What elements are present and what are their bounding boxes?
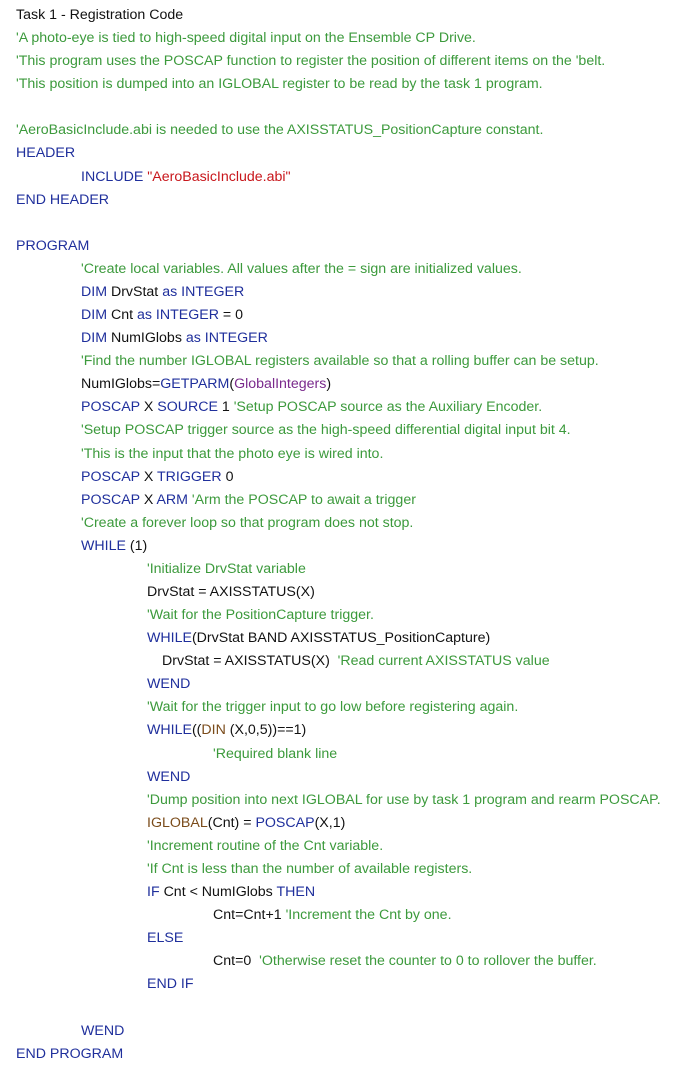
code-builtin: IGLOBAL <box>147 814 208 831</box>
code-comment: 'Wait for the PositionCapture trigger. <box>147 607 374 624</box>
code-line <box>81 535 147 557</box>
code-keyword: POSCAP <box>81 468 144 485</box>
code-comment: 'Setup POSCAP source as the Auxiliary Encoder. <box>233 399 543 416</box>
code-line <box>147 604 374 626</box>
code-keyword: END PROGRAM <box>16 1045 124 1062</box>
code-keyword: PROGRAM <box>16 237 90 254</box>
code-text: (DrvStat BAND AXISSTATUS_PositionCapture) <box>191 630 491 647</box>
code-keyword: as INTEGER <box>185 330 268 347</box>
code-line <box>81 350 599 372</box>
code-keyword: as INTEGER <box>162 283 245 300</box>
code-comment: 'Create local variables. All values after the = sign are initialized values. <box>81 260 522 277</box>
code-line <box>16 27 476 49</box>
code-keyword: POSCAP <box>81 399 144 416</box>
code-line <box>147 927 183 949</box>
code-comment: 'Create a forever loop so that program does not stop. <box>81 514 414 531</box>
code-line <box>147 973 194 995</box>
code-text: ) <box>326 376 332 393</box>
code-line <box>147 789 661 811</box>
code-comment: 'Setup POSCAP trigger source as the high-speed differential digital input bit 4. <box>81 422 571 439</box>
code-keyword: WEND <box>147 768 191 785</box>
code-text: 1 <box>221 399 234 416</box>
code-text: (Cnt) = <box>207 814 256 831</box>
code-text: (( <box>191 722 202 739</box>
code-line <box>81 258 522 280</box>
code-keyword: WHILE <box>81 537 130 554</box>
code-text: (X,1) <box>314 814 346 831</box>
code-text: NumIGlobs= <box>81 376 161 393</box>
code-keyword: HEADER <box>16 145 76 162</box>
code-text: DrvStat <box>110 283 163 300</box>
code-line <box>16 119 543 141</box>
code-builtin: DIN <box>201 722 226 739</box>
code-line <box>16 73 543 95</box>
code-keyword: DIM <box>81 283 111 300</box>
code-keyword: WHILE <box>147 722 192 739</box>
code-line <box>147 719 306 741</box>
code-line <box>147 766 190 788</box>
code-line <box>147 558 306 580</box>
code-text: NumIGlobs <box>110 330 186 347</box>
code-line <box>162 650 550 672</box>
code-comment: 'Required blank line <box>213 745 338 762</box>
code-line <box>81 489 416 511</box>
code-text: (1) <box>129 537 148 554</box>
code-comment: 'Dump position into next IGLOBAL for use by task 1 program and rearm POSCAP. <box>147 791 661 808</box>
code-keyword: INCLUDE <box>81 168 148 185</box>
code-line <box>81 304 243 326</box>
code-comment: 'Increment the Cnt by one. <box>285 907 452 924</box>
code-line <box>16 142 75 164</box>
code-keyword: GETPARM <box>160 376 230 393</box>
code-line <box>213 743 337 765</box>
code-line <box>16 235 89 257</box>
code-comment: 'This position is dumped into an IGLOBAL register to be read by the task 1 program. <box>16 76 543 93</box>
code-line <box>81 466 233 488</box>
code-line <box>81 1020 124 1042</box>
code-line <box>81 373 331 395</box>
code-text: X <box>143 491 157 508</box>
code-keyword: END IF <box>147 976 194 993</box>
code-comment: 'Find the number IGLOBAL registers available so that a rolling buffer can be setup. <box>81 353 599 370</box>
code-comment: 'Initialize DrvStat variable <box>147 560 306 577</box>
code-line <box>147 858 472 880</box>
code-text: Cnt < NumIGlobs <box>163 884 277 901</box>
code-comment: 'Wait for the trigger input to go low before registering again. <box>147 699 519 716</box>
code-comment: 'Read current AXISSTATUS value <box>337 653 550 670</box>
code-comment: 'A photo-eye is tied to high-speed digital input on the Ensemble CP Drive. <box>16 30 476 47</box>
code-keyword: ARM <box>156 491 192 508</box>
code-keyword: WEND <box>147 676 191 693</box>
code-text: X <box>143 399 158 416</box>
code-comment: 'Increment routine of the Cnt variable. <box>147 837 384 854</box>
code-line <box>147 673 190 695</box>
code-keyword: WHILE <box>147 630 192 647</box>
code-line <box>81 512 413 534</box>
code-line <box>81 281 244 303</box>
code-keyword: POSCAP <box>255 814 315 831</box>
code-comment: 'This is the input that the photo eye is wired into. <box>81 445 384 462</box>
code-line <box>81 166 291 188</box>
code-text: Cnt=Cnt+1 <box>213 907 286 924</box>
code-line <box>81 396 542 418</box>
code-text: Cnt <box>110 307 137 324</box>
code-line <box>81 327 268 349</box>
code-keyword: as INTEGER <box>136 307 223 324</box>
code-text: Task 1 - Registration Code <box>16 7 184 23</box>
code-line <box>16 50 605 72</box>
code-line <box>213 950 597 972</box>
code-keyword: SOURCE <box>157 399 222 416</box>
code-comment: 'AeroBasicInclude.abi is needed to use the AXISSTATUS_PositionCapture constant. <box>16 122 544 139</box>
code-comment: 'If Cnt is less than the number of available registers. <box>147 860 473 877</box>
code-line <box>81 419 571 441</box>
code-line <box>147 835 383 857</box>
code-text: DrvStat = AXISSTATUS(X) <box>147 584 315 600</box>
code-keyword: POSCAP <box>81 491 144 508</box>
code-line <box>16 189 109 211</box>
code-comment: 'Arm the POSCAP to await a trigger <box>191 491 416 508</box>
code-keyword: DIM <box>81 330 111 347</box>
code-text: (X,0,5))==1) <box>225 722 307 739</box>
code-line <box>147 627 490 649</box>
code-text: = 0 <box>222 307 244 324</box>
code-keyword: TRIGGER <box>156 468 226 485</box>
code-line <box>147 881 315 903</box>
code-line <box>81 443 383 465</box>
code-keyword: ELSE <box>147 930 184 947</box>
code-keyword: DIM <box>81 307 111 324</box>
code-text: X <box>143 468 157 485</box>
code-text: ( <box>229 376 235 393</box>
code-keyword: IF <box>147 884 164 901</box>
code-text: DrvStat = AXISSTATUS(X) <box>162 653 338 670</box>
document-title <box>16 4 183 26</box>
code-keyword: THEN <box>276 884 316 901</box>
code-line <box>147 812 345 834</box>
code-text: Cnt=0 <box>213 953 260 970</box>
code-text: 0 <box>225 468 234 485</box>
code-line <box>213 904 452 926</box>
code-identifier: GlobalIntegers <box>234 376 327 393</box>
code-comment: 'This program uses the POSCAP function to register the position of different items on the 'belt. <box>16 53 606 70</box>
code-line <box>147 581 315 603</box>
code-line <box>147 696 518 718</box>
code-keyword: END HEADER <box>16 191 110 208</box>
code-keyword: WEND <box>81 1022 125 1039</box>
code-comment: 'Otherwise reset the counter to 0 to rollover the buffer. <box>259 953 597 970</box>
code-string: "AeroBasicInclude.abi" <box>147 168 291 185</box>
